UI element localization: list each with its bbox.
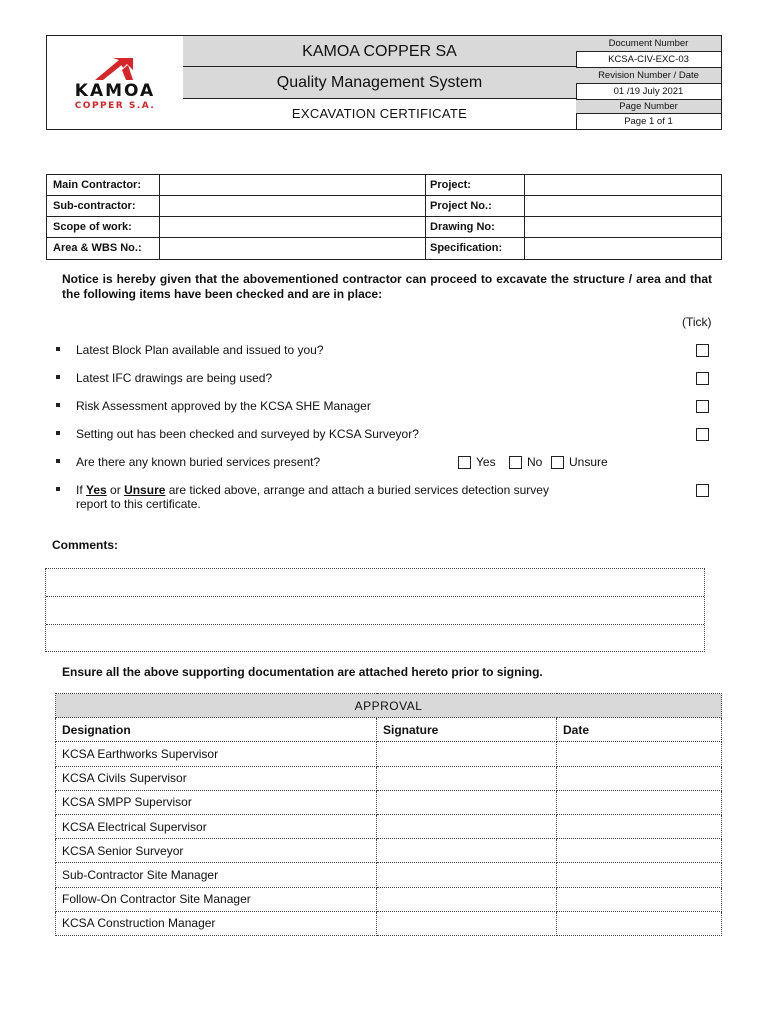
date-cell[interactable] (557, 863, 722, 887)
bullet-icon (56, 431, 60, 435)
signature-cell[interactable] (377, 814, 557, 838)
detection-survey-checkbox[interactable] (696, 484, 709, 497)
comments-box (45, 568, 705, 652)
text-unsure-emph: Unsure (124, 483, 166, 497)
project-no-field[interactable] (525, 196, 721, 216)
buried-yes-label: Yes (476, 455, 496, 469)
notice-text: Notice is hereby given that the abovementioned contractor can proceed to excavate the structure / area and that the following items have been checked and are in place: (62, 272, 712, 301)
page-label: Page Number (576, 100, 721, 114)
page-value: Page 1 of 1 (624, 116, 673, 127)
designation-cell: KCSA Electrical Supervisor (56, 814, 377, 838)
logo-name: KAMOA (74, 81, 156, 101)
designation-cell: KCSA SMPP Supervisor (56, 790, 377, 814)
bullet-icon (56, 375, 60, 379)
drawing-no-field[interactable] (525, 217, 721, 237)
checklist-item-label: Latest Block Plan available and issued to you? (76, 343, 324, 357)
bullet-icon (56, 403, 60, 407)
checklist-item-label: Risk Assessment approved by the KCSA SHE Manager (76, 399, 371, 413)
designation-cell: Sub-Contractor Site Manager (56, 863, 377, 887)
col-date-header: Date (557, 718, 722, 742)
main-contractor-label: Main Contractor: (53, 179, 141, 191)
main-contractor-field[interactable] (160, 175, 425, 195)
revision-value: 01 /19 July 2021 (576, 84, 721, 100)
system-name: Quality Management System (183, 67, 576, 99)
header-title-block (183, 36, 577, 129)
area-wbs-field[interactable] (160, 238, 425, 259)
table-row (56, 839, 722, 863)
table-row (56, 790, 722, 814)
text-yes-emph: Yes (86, 483, 107, 497)
drawing-no-label: Drawing No: (430, 221, 495, 233)
signature-cell[interactable] (377, 887, 557, 911)
revision-label: Revision Number / Date (576, 68, 721, 84)
signature-cell[interactable] (377, 766, 557, 790)
designation-cell: KCSA Construction Manager (56, 911, 377, 935)
buried-no-label: No (527, 455, 543, 469)
checklist-item-label: Setting out has been checked and surveyed by KCSA Surveyor? (76, 427, 419, 441)
company-name: KAMOA COPPER SA (183, 36, 576, 67)
bullet-icon (56, 459, 60, 463)
col-signature-header: Signature (377, 718, 557, 742)
contract-info-table (46, 174, 722, 260)
designation-cell: Follow-On Contractor Site Manager (56, 887, 377, 911)
checklist-item-label: Are there any known buried services present? (76, 455, 321, 469)
project-field[interactable] (525, 175, 721, 195)
approval-table (55, 693, 722, 936)
text-or: or (106, 483, 125, 497)
table-row (56, 863, 722, 887)
block-plan-checkbox[interactable] (696, 344, 709, 357)
setting-out-checkbox[interactable] (696, 428, 709, 441)
document-meta (576, 36, 721, 129)
specification-field[interactable] (525, 238, 721, 259)
signature-cell[interactable] (377, 790, 557, 814)
date-cell[interactable] (557, 790, 722, 814)
table-row (56, 766, 722, 790)
sub-contractor-label: Sub-contractor: (53, 200, 136, 212)
designation-cell: KCSA Senior Surveyor (56, 839, 377, 863)
buried-no-checkbox[interactable] (509, 456, 522, 469)
document-header (46, 35, 722, 130)
checklist-item-label-line2: report to this certificate. (76, 497, 201, 511)
designation-cell: KCSA Civils Supervisor (56, 766, 377, 790)
signature-cell[interactable] (377, 839, 557, 863)
designation-cell: KCSA Earthworks Supervisor (56, 742, 377, 766)
comments-label: Comments: (52, 538, 119, 552)
project-no-label: Project No.: (430, 200, 492, 212)
checklist-item-label: Latest IFC drawings are being used? (76, 371, 273, 385)
risk-assessment-checkbox[interactable] (696, 400, 709, 413)
text-rest: are ticked above, arrange and attach a buried services detection survey (165, 483, 549, 497)
date-cell[interactable] (557, 887, 722, 911)
sub-contractor-field[interactable] (160, 196, 425, 216)
tick-column-label: (Tick) (682, 315, 712, 329)
bullet-icon (56, 487, 60, 491)
table-row (56, 887, 722, 911)
logo-cell (47, 36, 184, 129)
document-title: EXCAVATION CERTIFICATE (183, 99, 576, 129)
buried-yes-checkbox[interactable] (458, 456, 471, 469)
col-designation-header: Designation (56, 718, 377, 742)
table-row (56, 814, 722, 838)
table-row (56, 742, 722, 766)
scope-label: Scope of work: (53, 221, 132, 233)
approval-title: APPROVAL (56, 694, 722, 718)
comment-line-3[interactable] (46, 625, 704, 651)
scope-field[interactable] (160, 217, 425, 237)
date-cell[interactable] (557, 742, 722, 766)
date-cell[interactable] (557, 911, 722, 935)
doc-number-label: Document Number (576, 36, 721, 52)
date-cell[interactable] (557, 766, 722, 790)
signature-cell[interactable] (377, 911, 557, 935)
signature-cell[interactable] (377, 863, 557, 887)
text-if: If (76, 483, 87, 497)
bullet-icon (56, 347, 60, 351)
signature-cell[interactable] (377, 742, 557, 766)
logo-subtitle: COPPER S.A. (74, 101, 156, 111)
buried-unsure-checkbox[interactable] (551, 456, 564, 469)
specification-label: Specification: (430, 242, 503, 254)
checklist-item-label (76, 483, 549, 497)
buried-unsure-label: Unsure (569, 455, 608, 469)
table-row (56, 911, 722, 935)
doc-number-value: KCSA-CIV-EXC-03 (576, 52, 721, 68)
date-cell[interactable] (557, 814, 722, 838)
area-wbs-label: Area & WBS No.: (53, 242, 142, 254)
ifc-drawings-checkbox[interactable] (696, 372, 709, 385)
ensure-note: Ensure all the above supporting documentation are attached hereto prior to signing. (62, 665, 543, 679)
kamoa-logo-mark-icon (93, 56, 137, 82)
date-cell[interactable] (557, 839, 722, 863)
comment-line-1[interactable] (46, 569, 704, 596)
comment-line-2[interactable] (46, 597, 704, 624)
project-label: Project: (430, 179, 471, 191)
